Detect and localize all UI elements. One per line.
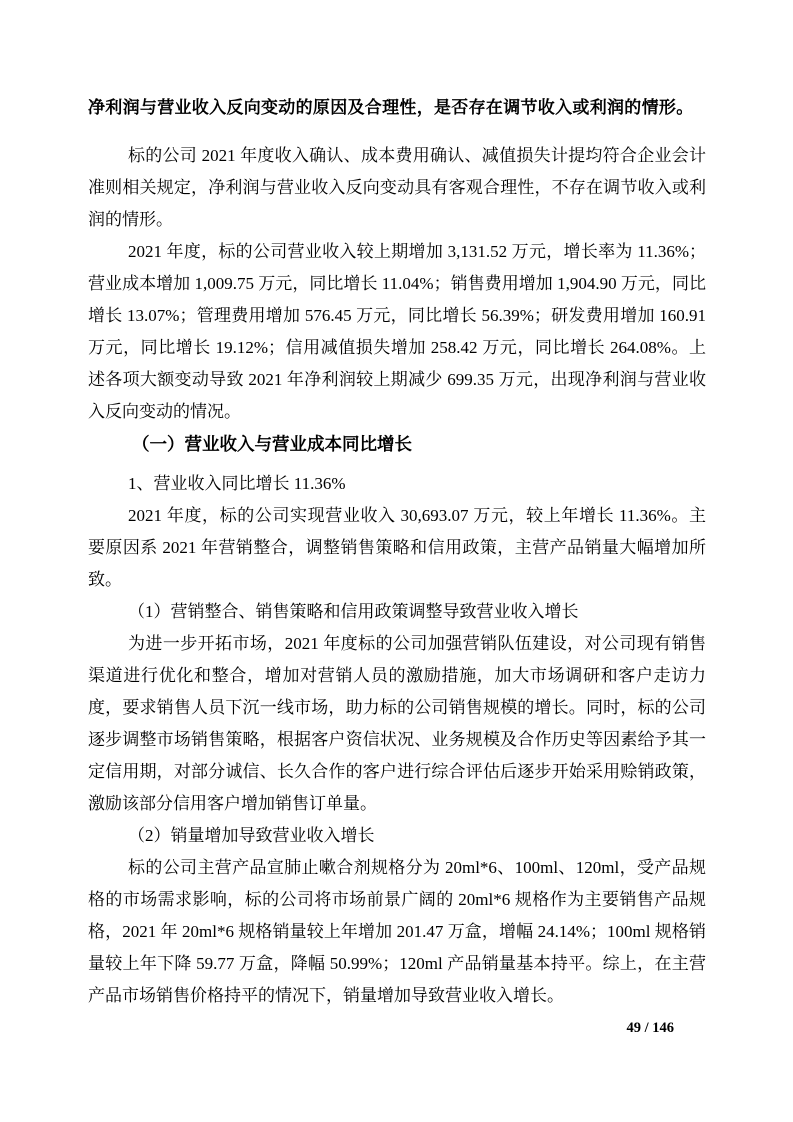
paragraph-sales-volume-detail: 标的公司主营产品宣肺止嗽合剂规格分为 20ml*6、100ml、120ml，受产品规格的市场需求影响，标的公司将市场前景广阔的 20ml*6 规格作为主要销售产品规格，2021 年 20ml*6 规格销量较上年增加 201.47 万盒，增幅 24.14%；100ml 规格销量较上年下降 59.77 万盒，降幅 50.99%；120ml 产品销量基本持平。综上，在主营产品市场销售价格持平的情况下，销量增加导致营业收入增长。 [88,858,706,1005]
heading-question: 净利润与营业收入反向变动的原因及合理性，是否存在调节收入或利润的情形。 [88,98,694,117]
subheading-revenue-growth: 1、营业收入同比增长 11.36% [128,474,346,493]
subheading-marketing-integration: （1）营销整合、销售策略和信用政策调整导致营业收入增长 [128,602,579,621]
paragraph-marketing-detail: 为进一步开拓市场，2021 年度标的公司加强营销队伍建设，对公司现有销售渠道进行优化和整合，增加对营销人员的激励措施，加大市场调研和客户走访力度，要求销售人员下沉一线市场，助力标的公司销售规模的增长。同时，标的公司逐步调整市场销售策略，根据客户资信状况、业务规模及合作历史等因素给予其一定信用期，对部分诚信、长久合作的客户进行综合评估后逐步开始采用赊销政策，激励该部分信用客户增加销售订单量。 [88,634,706,813]
document-body [88,92,706,1012]
subheading-sales-volume: （2）销量增加导致营业收入增长 [128,826,375,845]
paragraph-conclusion: 标的公司 2021 年度收入确认、成本费用确认、减值损失计提均符合企业会计准则相关规定，净利润与营业收入反向变动具有客观合理性，不存在调节收入或利润的情形。 [88,146,706,229]
paragraph-revenue-growth-reason: 2021 年度，标的公司实现营业收入 30,693.07 万元，较上年增长 11.36%。主要原因系 2021 年营销整合，调整销售策略和信用政策，主营产品销量大幅增加所致。 [88,506,706,589]
paragraph-financial-changes: 2021 年度，标的公司营业收入较上期增加 3,131.52 万元，增长率为 11.36%；营业成本增加 1,009.75 万元，同比增长 11.04%；销售费用增加 1,904.90 万元，同比增长 13.07%；管理费用增加 576.45 万元，同比增长 56.39%；研发费用增加 160.91 万元，同比增长 19.12%；信用减值损失增加 258.42 万元，同比增长 264.08%。上述各项大额变动导致 2021 年净利润较上期减少 699.35 万元，出现净利润与营业收入反向变动的情况。 [88,242,706,421]
page-number: 49 / 146 [626,1020,674,1036]
heading-section-one: （一）营业收入与营业成本同比增长 [132,434,412,454]
